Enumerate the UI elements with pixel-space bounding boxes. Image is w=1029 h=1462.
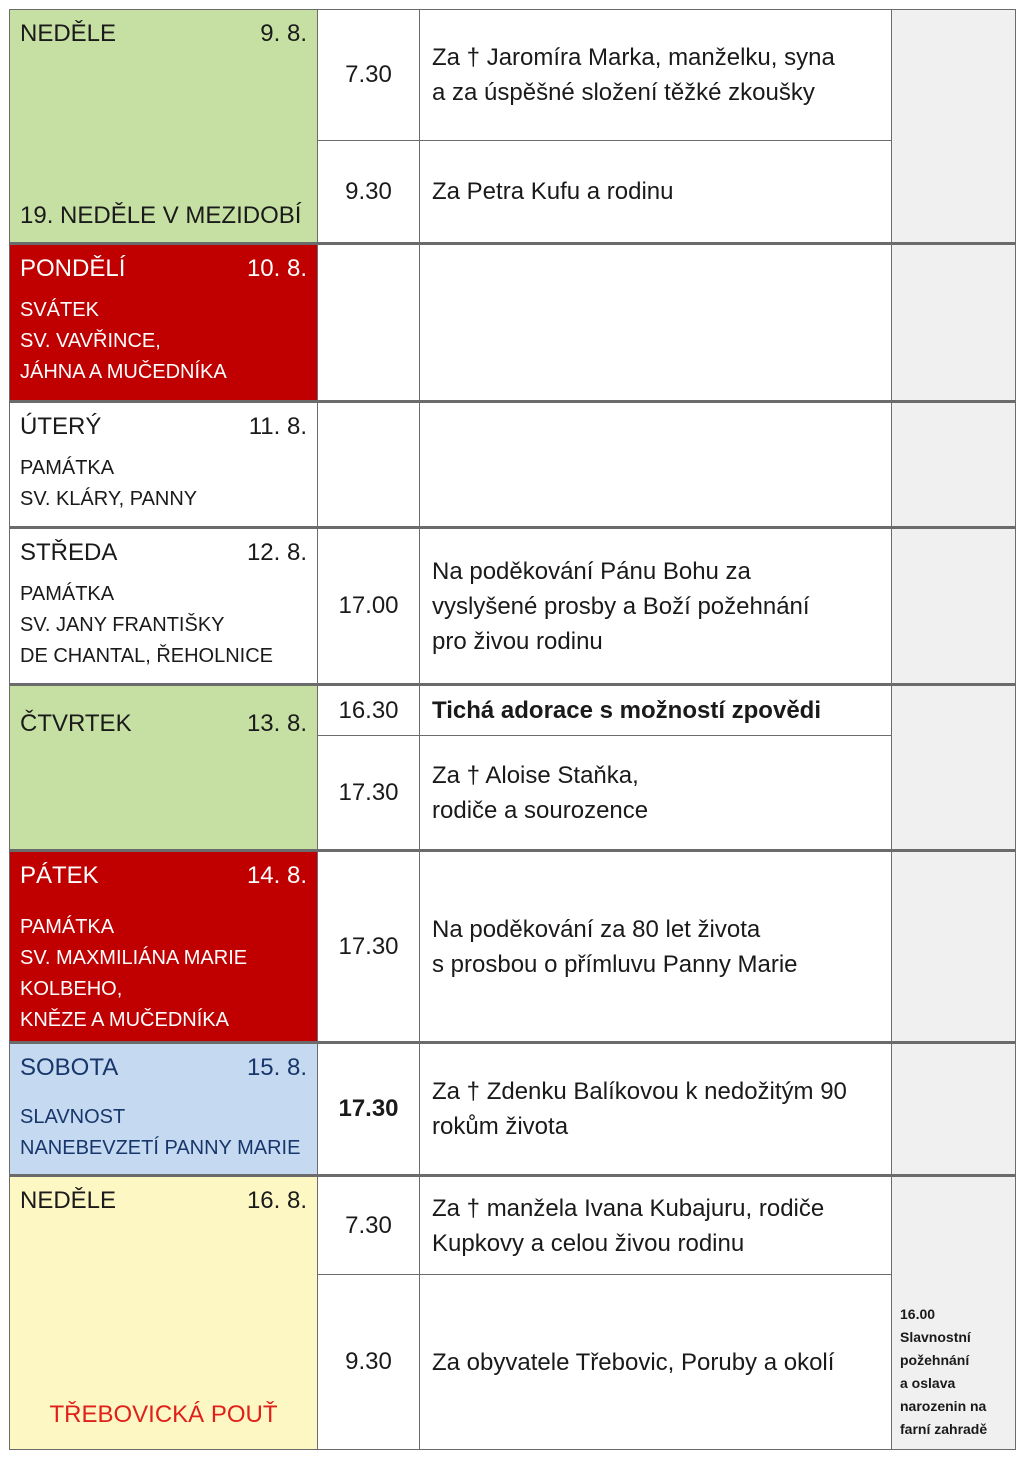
note-cell xyxy=(892,851,1016,1043)
day-date: 9. 8. xyxy=(260,20,307,47)
day-date: 10. 8. xyxy=(246,255,307,282)
note-cell xyxy=(892,10,1016,244)
feast-label: PAMÁTKA SV. KLÁRY, PANNY xyxy=(20,457,198,510)
day-name: NEDĚLE xyxy=(20,1187,117,1214)
day-name: ČTVRTEK xyxy=(20,710,132,737)
mass-intention-empty xyxy=(420,244,892,402)
day-date: 11. 8. xyxy=(248,413,307,440)
mass-intention: Za † Zdenku Balíkovou k nedožitým 90 rokům života xyxy=(420,1043,892,1176)
mass-intention: Na poděkování za 80 let života s prosbou o přímluvu Panny Marie xyxy=(420,851,892,1043)
mass-intention-empty xyxy=(420,402,892,528)
note-cell xyxy=(892,528,1016,685)
note-cell xyxy=(892,1043,1016,1176)
day-cell-sunday-16-8 xyxy=(10,1176,318,1450)
day-name: PÁTEK xyxy=(20,862,99,889)
day-date: 12. 8. xyxy=(246,539,307,566)
day-date: 13. 8. xyxy=(246,710,307,737)
mass-intention: Na poděkování Pánu Bohu za vyslyšené prosby a Boží požehnání pro živou rodinu xyxy=(420,528,892,685)
day-cell-saturday xyxy=(10,1043,318,1176)
table-row xyxy=(10,1176,1016,1275)
feast-label: SVÁTEK SV. VAVŘINCE, JÁHNA A MUČEDNÍKA xyxy=(20,299,227,383)
mass-time: 7.30 xyxy=(318,10,420,141)
mass-time: 7.30 xyxy=(318,1176,420,1275)
feast-label: PAMÁTKA SV. MAXMILIÁNA MARIE KOLBEHO, KNĚZE A MUČEDNÍKA xyxy=(20,916,248,1031)
feast-label: SLAVNOST NANEBEVZETÍ PANNY MARIE xyxy=(20,1106,301,1159)
pilgrimage-label: TŘEBOVICKÁ POUŤ xyxy=(49,1401,278,1428)
garden-celebration-note: 16.00 Slavnostní požehnání a oslava narozenin na farní zahradě xyxy=(900,1306,988,1437)
feast-label: PAMÁTKA SV. JANY FRANTIŠKY DE CHANTAL, ŘEHOLNICE xyxy=(20,583,274,667)
note-cell xyxy=(892,244,1016,402)
day-name: ÚTERÝ xyxy=(20,413,102,440)
mass-time-empty xyxy=(318,402,420,528)
mass-time: 17.00 xyxy=(318,528,420,685)
mass-intention: Za † Aloise Staňka, rodiče a sourozence xyxy=(420,736,892,851)
mass-time: 17.30 xyxy=(318,736,420,851)
table-row xyxy=(10,244,1016,402)
table-row xyxy=(10,1043,1016,1176)
day-name: SOBOTA xyxy=(20,1054,119,1081)
table-row xyxy=(10,10,1016,141)
day-name: NEDĚLE xyxy=(20,20,117,47)
day-cell-thursday xyxy=(10,685,318,851)
note-cell xyxy=(892,1176,1016,1450)
mass-time: 9.30 xyxy=(318,141,420,244)
mass-time: 17.30 xyxy=(318,851,420,1043)
day-date: 16. 8. xyxy=(246,1187,307,1214)
mass-intention: Za Petra Kufu a rodinu xyxy=(420,141,892,244)
day-cell-wednesday xyxy=(10,528,318,685)
table-row xyxy=(10,402,1016,528)
day-cell-friday xyxy=(10,851,318,1043)
note-cell xyxy=(892,402,1016,528)
day-name: PONDĚLÍ xyxy=(20,255,126,282)
table-row xyxy=(10,851,1016,1043)
mass-time: 17.30 xyxy=(318,1043,420,1176)
feast-label: 19. NEDĚLE V MEZIDOBÍ xyxy=(20,202,302,229)
day-cell-monday xyxy=(10,244,318,402)
mass-intention: Za obyvatele Třebovic, Poruby a okolí xyxy=(420,1275,892,1450)
note-cell xyxy=(892,685,1016,851)
day-cell-sunday-9-8 xyxy=(10,10,318,244)
mass-intention: Za † manžela Ivana Kubajuru, rodiče Kupkovy a celou živou rodinu xyxy=(420,1176,892,1275)
table-row xyxy=(10,528,1016,685)
mass-intention: Za † Jaromíra Marka, manželku, syna a za úspěšné složení těžké zkoušky xyxy=(420,10,892,141)
day-name: STŘEDA xyxy=(20,539,118,566)
mass-time-empty xyxy=(318,244,420,402)
mass-time: 9.30 xyxy=(318,1275,420,1450)
day-date: 14. 8. xyxy=(246,862,307,889)
table-row xyxy=(10,685,1016,736)
schedule-table xyxy=(9,9,1016,1450)
mass-schedule xyxy=(9,9,1015,1450)
day-cell-tuesday xyxy=(10,402,318,528)
mass-intention: Tichá adorace s možností zpovědi xyxy=(420,685,892,736)
day-date: 15. 8. xyxy=(246,1054,307,1081)
mass-time: 16.30 xyxy=(318,685,420,736)
